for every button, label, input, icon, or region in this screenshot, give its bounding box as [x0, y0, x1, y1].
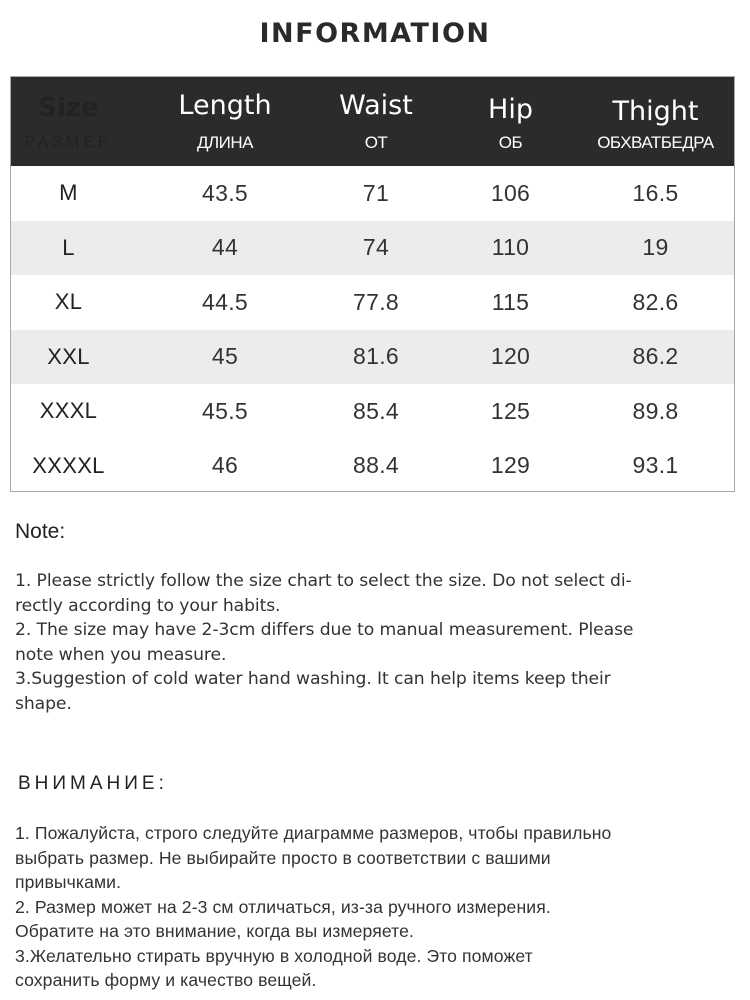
header-hip [428, 77, 593, 166]
hip-cell: 129 [490, 452, 531, 479]
waist-cell: 74 [362, 234, 390, 261]
table-row [11, 384, 734, 439]
hip-cell: 120 [490, 343, 531, 370]
header-thight-label: Thight [612, 96, 699, 127]
header-waist [324, 77, 428, 166]
header-size [11, 77, 126, 166]
thight-cell: 19 [642, 234, 669, 261]
note-line-ru: 3.Желательно стирать вручную в холодной воде. Это поможет [15, 945, 533, 966]
length-cell: 44 [211, 234, 239, 261]
thight-cell: 93.1 [632, 452, 679, 479]
note-line: note when you measure. [15, 644, 227, 665]
size-chart-table [10, 76, 735, 492]
header-length-label: Length [178, 90, 272, 121]
size-cell: M [59, 180, 78, 206]
hip-cell: 106 [490, 179, 531, 206]
table-row [11, 439, 734, 494]
table-row [11, 330, 734, 385]
header-waist-label-ru: ОТ [364, 133, 388, 152]
header-size-label: Size [38, 93, 99, 123]
size-cell: XXL [47, 343, 90, 369]
note-line: 1. Please strictly follow the size chart to select the size. Do not select di- [15, 571, 632, 591]
note-line: 2. The size may have 2-3cm differs due to manual measurement. Please [15, 620, 634, 640]
page-title: INFORMATION [259, 18, 491, 49]
header-thight-label-ru: ОБХВАТБЕДРА [597, 133, 714, 152]
header-length-label-ru: ДЛИНА [196, 133, 253, 152]
note-list-ru [15, 821, 740, 993]
waist-cell: 88.4 [353, 452, 399, 479]
length-cell: 43.5 [202, 179, 248, 206]
note-line: 3.Suggestion of cold water hand washing. It can help items keep their [15, 669, 611, 689]
waist-cell: 81.6 [353, 343, 399, 370]
length-cell: 45.5 [202, 397, 248, 424]
note-line-ru: выбрать размер. Не выбирайте просто в соответствии с вашими [15, 847, 551, 868]
note-line-ru: 1. Пожалуйста, строго следуйте диаграмме размеров, чтобы правильно [15, 823, 612, 843]
thight-cell: 86.2 [632, 343, 679, 370]
note-line: rectly according to your habits. [15, 595, 281, 616]
thight-cell: 82.6 [632, 288, 679, 315]
hip-cell: 125 [490, 397, 531, 424]
header-thight [593, 77, 718, 166]
note-line-ru: 2. Размер может на 2-3 см отличаться, из-за ручного измерения. [15, 896, 551, 917]
waist-cell: 77.8 [353, 288, 399, 315]
header-hip-label-ru: ОБ [498, 133, 523, 152]
waist-cell: 85.4 [353, 397, 399, 424]
size-cell: L [62, 234, 75, 260]
size-cell: XL [54, 289, 83, 315]
header-length [126, 77, 324, 166]
note-line: shape. [15, 693, 72, 714]
hip-cell: 115 [491, 288, 530, 315]
thight-cell: 89.8 [632, 397, 679, 424]
table-row [11, 221, 734, 276]
note-heading-ru: ВНИМАНИЕ: [18, 773, 168, 794]
hip-cell: 110 [491, 234, 530, 261]
length-cell: 46 [211, 452, 239, 479]
header-hip-label: Hip [488, 94, 533, 125]
header-size-label-ru: РАЗМЕР [24, 134, 113, 151]
note-line-ru: привычками. [15, 872, 122, 892]
note-line-ru: Обратите на это внимание, когда вы измеряете. [15, 921, 415, 941]
header-waist-label: Waist [339, 90, 413, 121]
size-cell: XXXL [39, 398, 98, 424]
length-cell: 45 [211, 343, 239, 370]
note-list [15, 569, 735, 716]
thight-cell: 16.5 [632, 179, 679, 206]
note-line-ru: сохранить форму и качество вещей. [15, 970, 317, 990]
length-cell: 44.5 [202, 288, 248, 315]
table-row [11, 166, 734, 221]
size-cell: XXXXL [32, 452, 105, 478]
table-header [11, 77, 734, 166]
table-row [11, 275, 734, 330]
waist-cell: 71 [362, 179, 390, 206]
note-heading: Note: [15, 520, 66, 543]
